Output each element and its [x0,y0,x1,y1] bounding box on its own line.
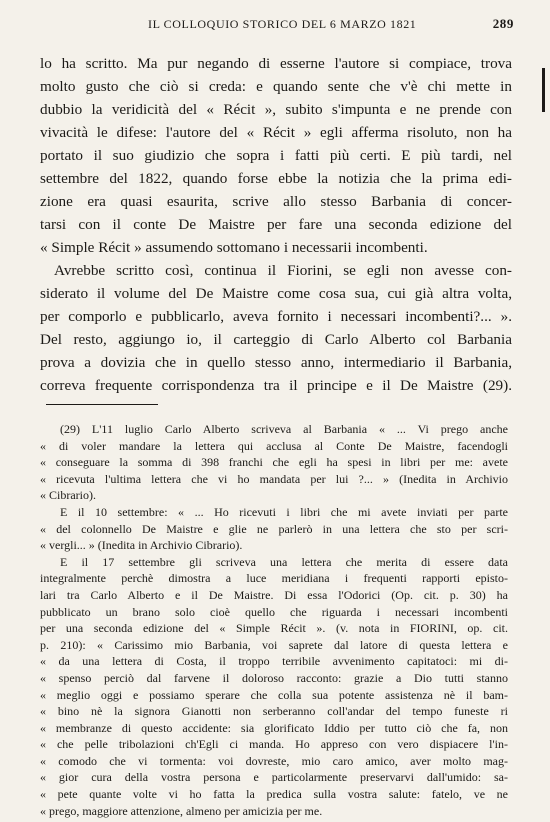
footnote-line: « spenso perciò dal farvene il doloroso racconto: grazie a Dio tutti stanno [40,670,508,685]
body-line: portato il suo giudizio che sopra i fatti più certi. E più tardi, nel [40,147,512,164]
body-line: dubbio la veridicità del « Récit », subito s'impunta e ne prende con [40,101,512,118]
body-line: zione era quasi esaurita, scrive allo stesso Barbania di concer- [40,193,512,210]
body-line: Avrebbe scritto così, continua il Fiorini, se egli non avesse con- [54,262,512,279]
footnote-line: pubblicato un brano solo cioè quello che riguarda i necessari incombenti [40,604,508,619]
footnote-line: « membranze di questo accidente: sia glorificato Iddio per tutto ciò che fa, non [40,720,508,735]
body-line: « Simple Récit » assumendo sottomano i necessarii incombenti. [40,239,428,256]
footnote-line: lari tra Carlo Alberto e il De Maistre. Di essa l'Odorici (Op. cit. p. 30) ha [40,587,508,602]
margin-mark [542,68,545,112]
footnote-line: « comodo che vi tormenta: voi dovreste, mio caro amico, aver molto mag- [40,753,508,768]
body-line: per comporlo e pubblicarlo, aveva fornito i necessari incombenti?... ». [40,308,512,325]
footnotes [40,421,508,819]
footnote-line: « bino nè la signora Gianotti non serberanno coll'andar del tempo funeste ri [40,704,508,719]
footnote-line: « che pelle tribolazioni ch'Egli ci manda. Ho appreso con vero dispiacere l'in- [40,737,508,752]
running-title: IL COLLOQUIO STORICO DEL 6 MARZO 1821 [148,17,417,31]
body-line: settembre del 1822, quando forse ebbe la notizia che la prima edi- [40,170,512,187]
body-line: siderato il volume del De Maistre come cosa sua, cui già altra volta, [40,285,512,302]
page-number: 289 [492,16,514,31]
footnote-line: « pete quante volte vi ho fatta la predica sulla vostra salute: fatelo, ve ne [40,787,508,802]
footnote-line: « vergli... » (Inedita in Archivio Cibrario). [40,538,243,553]
footnote-line: « da una lettera di Costa, il troppo terribile avvenimento capitatoci: mi di- [40,654,508,669]
footnote-line: « del colonnello De Maistre e glie ne parlerò in una lettera che sto per scri- [40,521,508,536]
footnote-line: « Cibrario). [40,488,96,503]
body-line: tarsi con il conte De Maistre per fare una seconda edizione del [40,216,512,233]
footnote-line: « prego, maggiore attenzione, almeno per amicizia per me. [40,803,323,818]
footnote-line: (29) L'11 luglio Carlo Alberto scriveva al Barbania « ... Vi prego anche [60,422,508,436]
footnote-line: p. 210): « Carissimo mio Barbania, voi saprete dal latore di questa lettera e [40,637,508,652]
footnote-line: per una seconda edizione del « Simple Récit ». (v. nota in FIORINI, op. cit. [40,621,508,636]
footnote-line: E il 10 settembre: « ... Ho ricevuti i libri che mi avete inviati per parte [60,504,508,519]
body-line: Del resto, aggiungo io, il carteggio di Carlo Alberto col Barbania [40,331,512,348]
footnote-line: « conseguare la somma di 398 franchi che egli ha spesi in libri per me: avete [40,455,508,470]
body-line: correva frequente corrispondenza tra il principe e il De Maistre (29). [40,377,512,394]
footnote-line: integralmente perchè dimostra a luce meridiana i frequenti rapporti episto- [40,571,508,586]
footnote-line: « gior cura della vostra persona e particolarmente preservarvi dall'umido: sa- [40,770,508,785]
footnote-line: « di voler mandare la lettera qui acclusa al Conte De Maistre, facendogli [40,438,508,453]
main-text [40,52,512,397]
footnote-line: E il 17 settembre gli scriveva una lettera che merita di essere data [60,554,508,569]
body-line: vivacità le difese: l'autore del « Récit » egli afferma risoluto, non ha [40,124,512,141]
footnote-line: « meglio oggi e possiamo sperare che colla sua potente assistenza nè il bam- [40,687,508,702]
footnote-divider [46,404,158,405]
running-header [40,14,514,34]
body-line: molto gusto che ciò si creda: e quando sente che v'è chi mette in [40,78,512,95]
body-line: lo ha scritto. Ma pur negando di esserne l'autore si compiace, trova [40,55,512,72]
footnote-line: « ricevuta l'ultima lettera che vi ho mandata per lui ?... » (Inedita in Archivio [40,471,508,486]
body-line: prova a dovizia che in quello stesso anno, intermediario il Barbania, [40,354,512,371]
